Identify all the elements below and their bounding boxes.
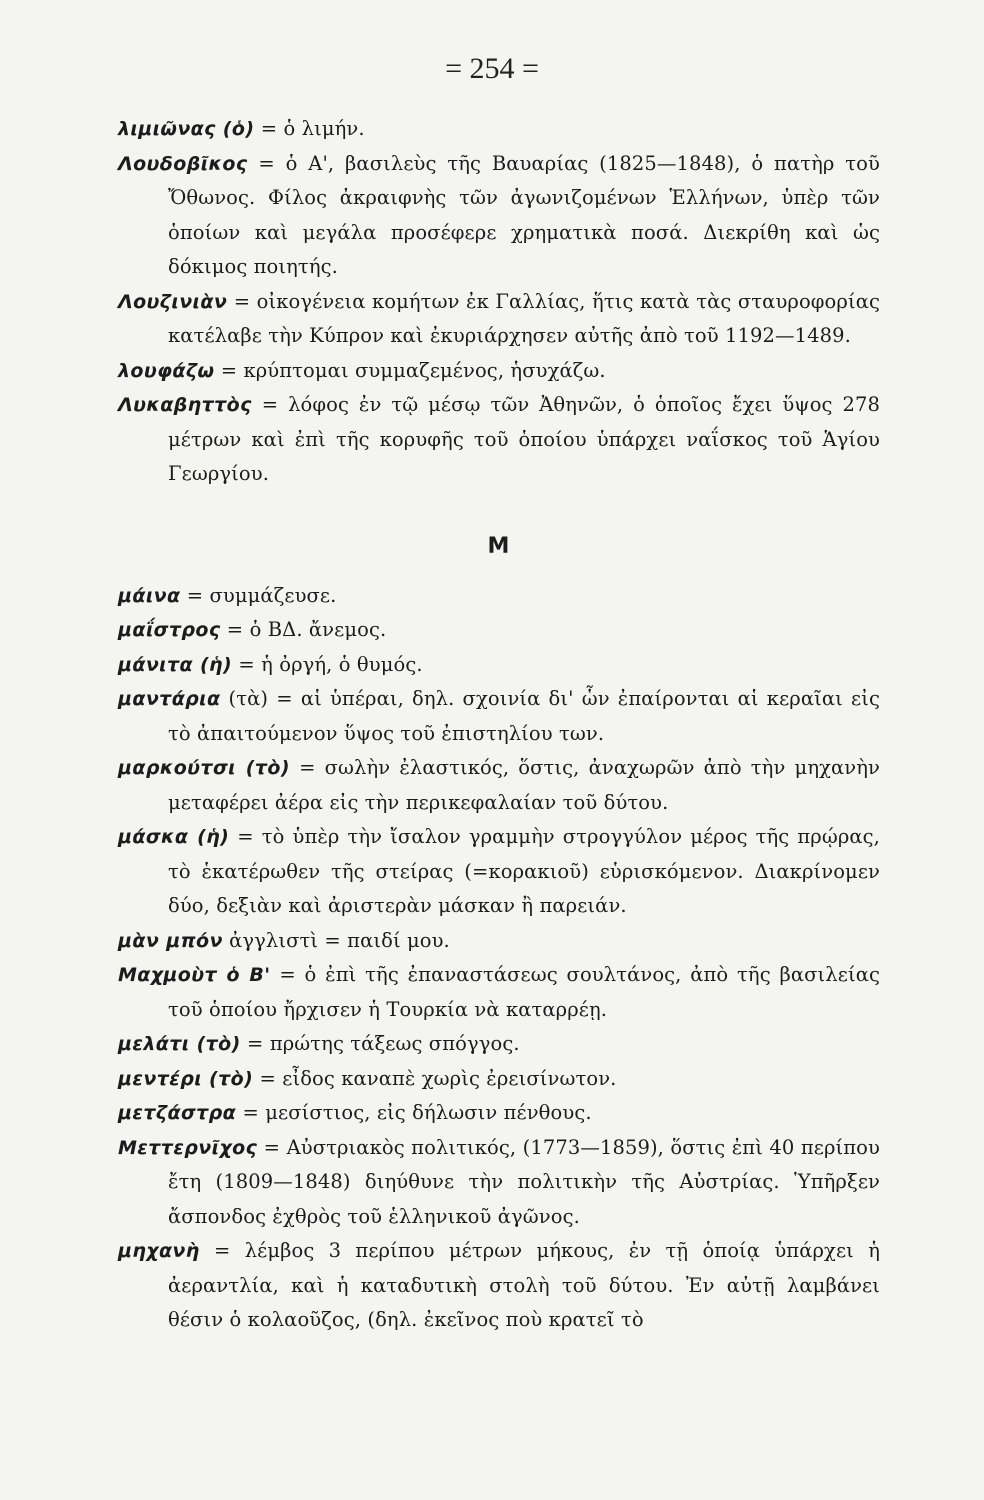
glossary-entry — [118, 1096, 880, 1131]
entry-headword: Μαχμοὺτ ὁ Β' — [118, 964, 271, 986]
entries-group-mu — [118, 579, 880, 1338]
page-number: = 254 = — [445, 52, 539, 85]
glossary-entry — [118, 1062, 880, 1097]
entry-separator: = — [279, 963, 296, 986]
entry-definition: εἶδος καναπὲ χωρὶς ἐρεισίνωτον. — [282, 1066, 617, 1090]
entry-definition: Αὐστριακὸς πολιτικός, (1773—1859), ὅστις ἐπὶ 40 περίπου ἔτη (1809—1848) διηύθυνε τὴν πολιτικὴν τῆς Αὐστρίας. Ὑπῆρξεν ἄσπονδος ἐχθρὸς τοῦ ἑλληνικοῦ ἀγῶνος. — [168, 1135, 880, 1228]
entry-headword: μάσκα (ἡ) — [118, 826, 230, 848]
glossary-entry — [118, 613, 880, 648]
glossary-entry — [118, 1027, 880, 1062]
entry-separator: = — [258, 151, 275, 175]
section-letter: Μ — [487, 533, 511, 559]
entry-headword: μαΐστρος — [118, 619, 221, 641]
glossary-entry — [118, 958, 880, 1027]
entry-definition: τὸ ὑπὲρ τὴν ἴσαλον γραμμὴν στρογγύλον μέρος τῆς πρῴρας, τὸ ἑκατέρωθεν τῆς στείρας (=κορακιοῦ) εὑρισκόμενον. Διακρίνομεν δύο, δεξιὰν καὶ ἀριστερὰν μάσκαν ἢ παρειάν. — [168, 825, 880, 917]
entry-separator: = — [186, 583, 204, 607]
glossary-entry — [118, 1131, 880, 1235]
entry-separator: = — [226, 618, 244, 641]
entry-separator: (τὰ) = — [228, 687, 293, 710]
entry-headword: μαντάρια — [118, 688, 221, 710]
entry-headword: Μεττερνῖχος — [118, 1136, 258, 1159]
entry-definition: λόφος ἐν τῷ μέσῳ τῶν Ἀθηνῶν, ὁ ὁποῖος ἔχει ὕψος 278 μέτρων καὶ ἐπὶ τῆς κορυφῆς τοῦ ὁποίου ὑπάρχει ναΐσκος τοῦ Ἁγίου Γεωργίου. — [168, 393, 880, 485]
entry-headword: Λουδοβῖκος — [118, 152, 248, 175]
entry-separator: = — [260, 117, 278, 140]
entry-separator: = — [220, 358, 238, 382]
entry-headword: Λυκαβηττὸς — [118, 394, 252, 416]
entry-definition: λέμβος 3 περίπου μέτρων μήκους, ἐν τῇ ὁποίᾳ ὑπάρχει ἡ ἀεραντλία, καὶ ἡ καταδυτικὴ στολὴ τοῦ δύτου. Ἐν αὐτῇ λαμβάνει θέσιν ὁ κολαοῦζος, (δηλ. ἐκεῖνος ποὺ κρατεῖ τὸ — [168, 1239, 880, 1331]
entry-definition: οἰκογένεια κομήτων ἐκ Γαλλίας, ἥτις κατὰ τὰς σταυροφορίας κατέλαβε τὴν Κύπρον καὶ ἐκυριάρχησεν αὐτῆς ἀπὸ τοῦ 1192—1489. — [168, 289, 880, 347]
glossary-entry — [118, 112, 880, 147]
entry-separator: = — [242, 1101, 259, 1124]
entry-separator: = — [299, 756, 316, 779]
entry-headword: λιμιῶνας (ὁ) — [118, 118, 255, 140]
entry-separator: = — [259, 1066, 276, 1090]
entry-definition: πρώτης τάξεως σπόγγος. — [269, 1032, 520, 1055]
entry-headword: μετζάστρα — [118, 1102, 237, 1124]
entry-headword: μηχανὴ — [118, 1240, 200, 1262]
entry-separator: = — [247, 1032, 264, 1055]
entry-definition: κρύπτομαι συμμαζεμένος, ἡσυχάζω. — [243, 358, 606, 382]
glossary-entry — [118, 285, 880, 354]
entry-definition: μεσίστιος, εἰς δήλωσιν πένθους. — [265, 1101, 592, 1124]
entry-definition: ἡ ὀργή, ὁ θυμός. — [261, 652, 423, 676]
entry-separator: = — [237, 825, 254, 848]
entry-definition: συμμάζευσε. — [209, 583, 337, 607]
glossary-entry — [118, 648, 880, 683]
entry-headword: μελάτι (τὸ) — [118, 1033, 241, 1055]
glossary-entries — [118, 112, 880, 1338]
glossary-entry — [118, 1234, 880, 1338]
entry-definition: ὁ λιμήν. — [283, 117, 365, 140]
entry-separator: = — [261, 393, 279, 416]
glossary-entry — [118, 147, 880, 285]
entries-group-lambda — [118, 112, 880, 492]
entry-separator: = — [213, 1239, 231, 1262]
entry-separator: = — [238, 652, 255, 676]
entry-headword: μάινα — [118, 584, 181, 607]
glossary-entry — [118, 682, 880, 751]
entry-headword: Λουζινιὰν — [118, 290, 228, 313]
entry-definition: ὁ Α', βασιλεὺς τῆς Βαυαρίας (1825—1848), ὁ πατὴρ τοῦ Ὄθωνος. Φίλος ἀκραιφνὴς τῶν ἀγωνιζομένων Ἑλλήνων, ὑπὲρ τῶν ὁποίων καὶ μεγάλα προσέφερε χρηματικὰ ποσά. Διεκρίθη καὶ ὡς δόκιμος ποιητής. — [168, 151, 880, 278]
glossary-entry — [118, 820, 880, 924]
entry-definition: ὁ ἐπὶ τῆς ἐπαναστάσεως σουλτάνος, ἀπὸ τῆς βασιλείας τοῦ ὁποίου ἤρχισεν ἡ Τουρκία νὰ καταρρέῃ. — [168, 963, 880, 1021]
glossary-entry — [118, 354, 880, 389]
entry-headword: μάνιτα (ἡ) — [118, 653, 233, 676]
glossary-entry — [118, 751, 880, 820]
entry-headword: μὰν μπόν — [118, 929, 223, 952]
entry-definition: σωλὴν ἐλαστικός, ὅστις, ἀναχωρῶν ἀπὸ τὴν μηχανὴν μεταφέρει ἀέρα εἰς τὴν περικεφαλαίαν τοῦ δύτου. — [168, 756, 880, 814]
glossary-entry — [118, 388, 880, 492]
glossary-entry — [118, 579, 880, 614]
entry-separator: = — [263, 1135, 281, 1159]
entry-headword: μαρκούτσι (τὸ) — [118, 757, 290, 779]
entry-headword: λουφάζω — [118, 359, 215, 382]
glossary-entry — [118, 924, 880, 959]
entry-definition: ἀγγλιστὶ = παιδί μου. — [229, 928, 450, 952]
entry-definition: ὁ ΒΔ. ἄνεμος. — [249, 618, 387, 641]
entry-separator: = — [233, 289, 251, 313]
entry-headword: μεντέρι (τὸ) — [118, 1067, 254, 1090]
entry-definition: αἱ ὑπέραι, δηλ. σχοινία δι' ὧν ἐπαίρονται αἱ κεραῖαι εἰς τὸ ἀπαιτούμενον ὕψος τοῦ ἐπιστηλίου των. — [168, 687, 880, 745]
